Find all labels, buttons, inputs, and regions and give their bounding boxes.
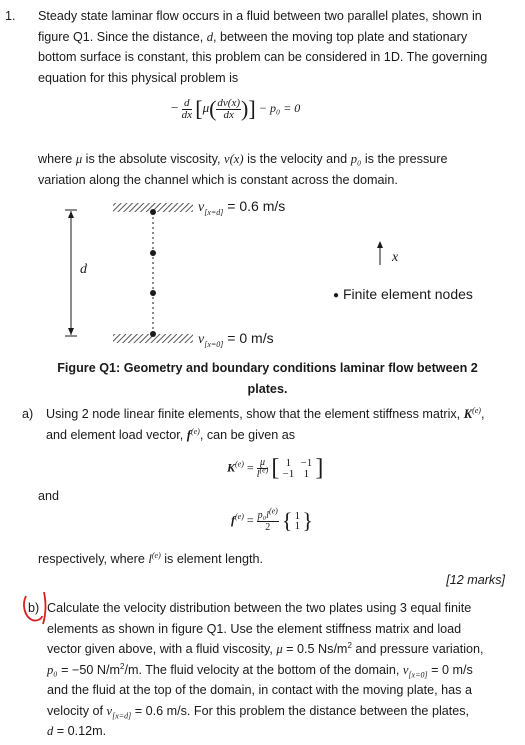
stiffness-matrix-equation: $K^{(e)}$ = $\frac{\mu}{l^{(e)}}$ [ 1 −1 −1 1 ] bbox=[227, 455, 324, 481]
part-b-line-4: p₀ = −50 $N/m^2/m$. The fluid velocity at the bottom of the domain, $v_{[x=0]} = 0$ m/s bbox=[47, 661, 473, 680]
load-vector: 1 1 bbox=[294, 510, 301, 532]
part-b-line-7: d = 0.12m. bbox=[47, 724, 107, 738]
intro-line-3: bottom surface is constant, this problem can be considered in 1D. The governing bbox=[38, 50, 488, 64]
part-b-line-6: velocity of $v_{[x=d]} = 0.6$ m/s. For this problem the distance between the plates, bbox=[47, 703, 470, 721]
part-b-line-3: vector given above, with a fluid viscosity, μ = 0.5 $Ns/m^2$ and pressure variation, bbox=[47, 640, 484, 656]
intro-line-2: figure Q1. Since the distance, d, between the moving top plate and stationary bbox=[38, 29, 468, 44]
part-b-label: b) bbox=[28, 601, 40, 615]
d-label: d bbox=[80, 262, 87, 277]
part-a-label: a) bbox=[22, 407, 34, 421]
x-label: x bbox=[392, 250, 399, 265]
figure-caption: Figure Q1: Geometry and boundary conditions laminar flow between 2 plates. bbox=[57, 361, 478, 396]
legend bbox=[333, 286, 473, 302]
node-3 bbox=[150, 250, 156, 256]
where-line-1: where μ is the absolute viscosity, v(x) is the velocity and p₀ is the pressure bbox=[38, 152, 448, 166]
governing-equation: − $\frac{d}{dx}$ [μ( $\frac{dv(x)}{dx}$ )] − p₀ = 0 bbox=[171, 96, 301, 121]
stiffness-matrix: 1 −1 −1 1 bbox=[282, 456, 313, 480]
load-vector-equation: $f^{(e)}$ = $\frac{p_0l^{(e)}}{2}$ { 1 1 } bbox=[231, 506, 313, 533]
where-line-2: variation along the channel which is constant across the domain. bbox=[38, 172, 398, 187]
part-b-text bbox=[47, 598, 517, 742]
and-text: and bbox=[38, 489, 60, 503]
question-number: 1. bbox=[5, 9, 16, 23]
node-4 bbox=[150, 209, 156, 215]
part-b-line-5: and the fluid at the top of the domain, in contact with the moving plate, has a bbox=[47, 683, 472, 697]
node-1 bbox=[150, 331, 156, 337]
bottom-boundary-condition: $v_{[x=0]} = 0$ m/s bbox=[198, 330, 274, 349]
part-a-line-2: and element load vector, $f^{(e)}$, can be given as bbox=[46, 426, 296, 442]
d-arrow-bottom bbox=[68, 328, 74, 335]
top-boundary-condition: $v_{[x=d]} = 0.6$ m/s bbox=[198, 198, 286, 217]
part-b-line-2: elements as shown in figure Q1. Use the element stiffness matrix and load bbox=[47, 621, 462, 636]
part-b-line-1: Calculate the velocity distribution between the two plates using 3 equal finite bbox=[47, 601, 472, 615]
legend-node-icon: ● bbox=[333, 289, 340, 301]
part-a-text bbox=[46, 404, 516, 445]
intro-line-1: Steady state laminar flow occurs in a fluid between two parallel plates, shown in bbox=[38, 9, 482, 23]
marks-label: [12 marks] bbox=[446, 573, 505, 587]
intro-line-4: equation for this physical problem is bbox=[38, 70, 239, 85]
legend-text: Finite element nodes bbox=[342, 286, 473, 302]
intro-paragraph bbox=[38, 6, 518, 88]
where-paragraph bbox=[38, 149, 518, 190]
node-2 bbox=[150, 290, 156, 296]
part-a-line-1: Using 2 node linear finite elements, show that the element stiffness matrix, $K^{(e)}$, bbox=[46, 405, 485, 421]
respectively-line: respectively, where $l^{(e)}$ is element length. bbox=[38, 550, 263, 566]
d-arrow-top bbox=[68, 211, 74, 218]
